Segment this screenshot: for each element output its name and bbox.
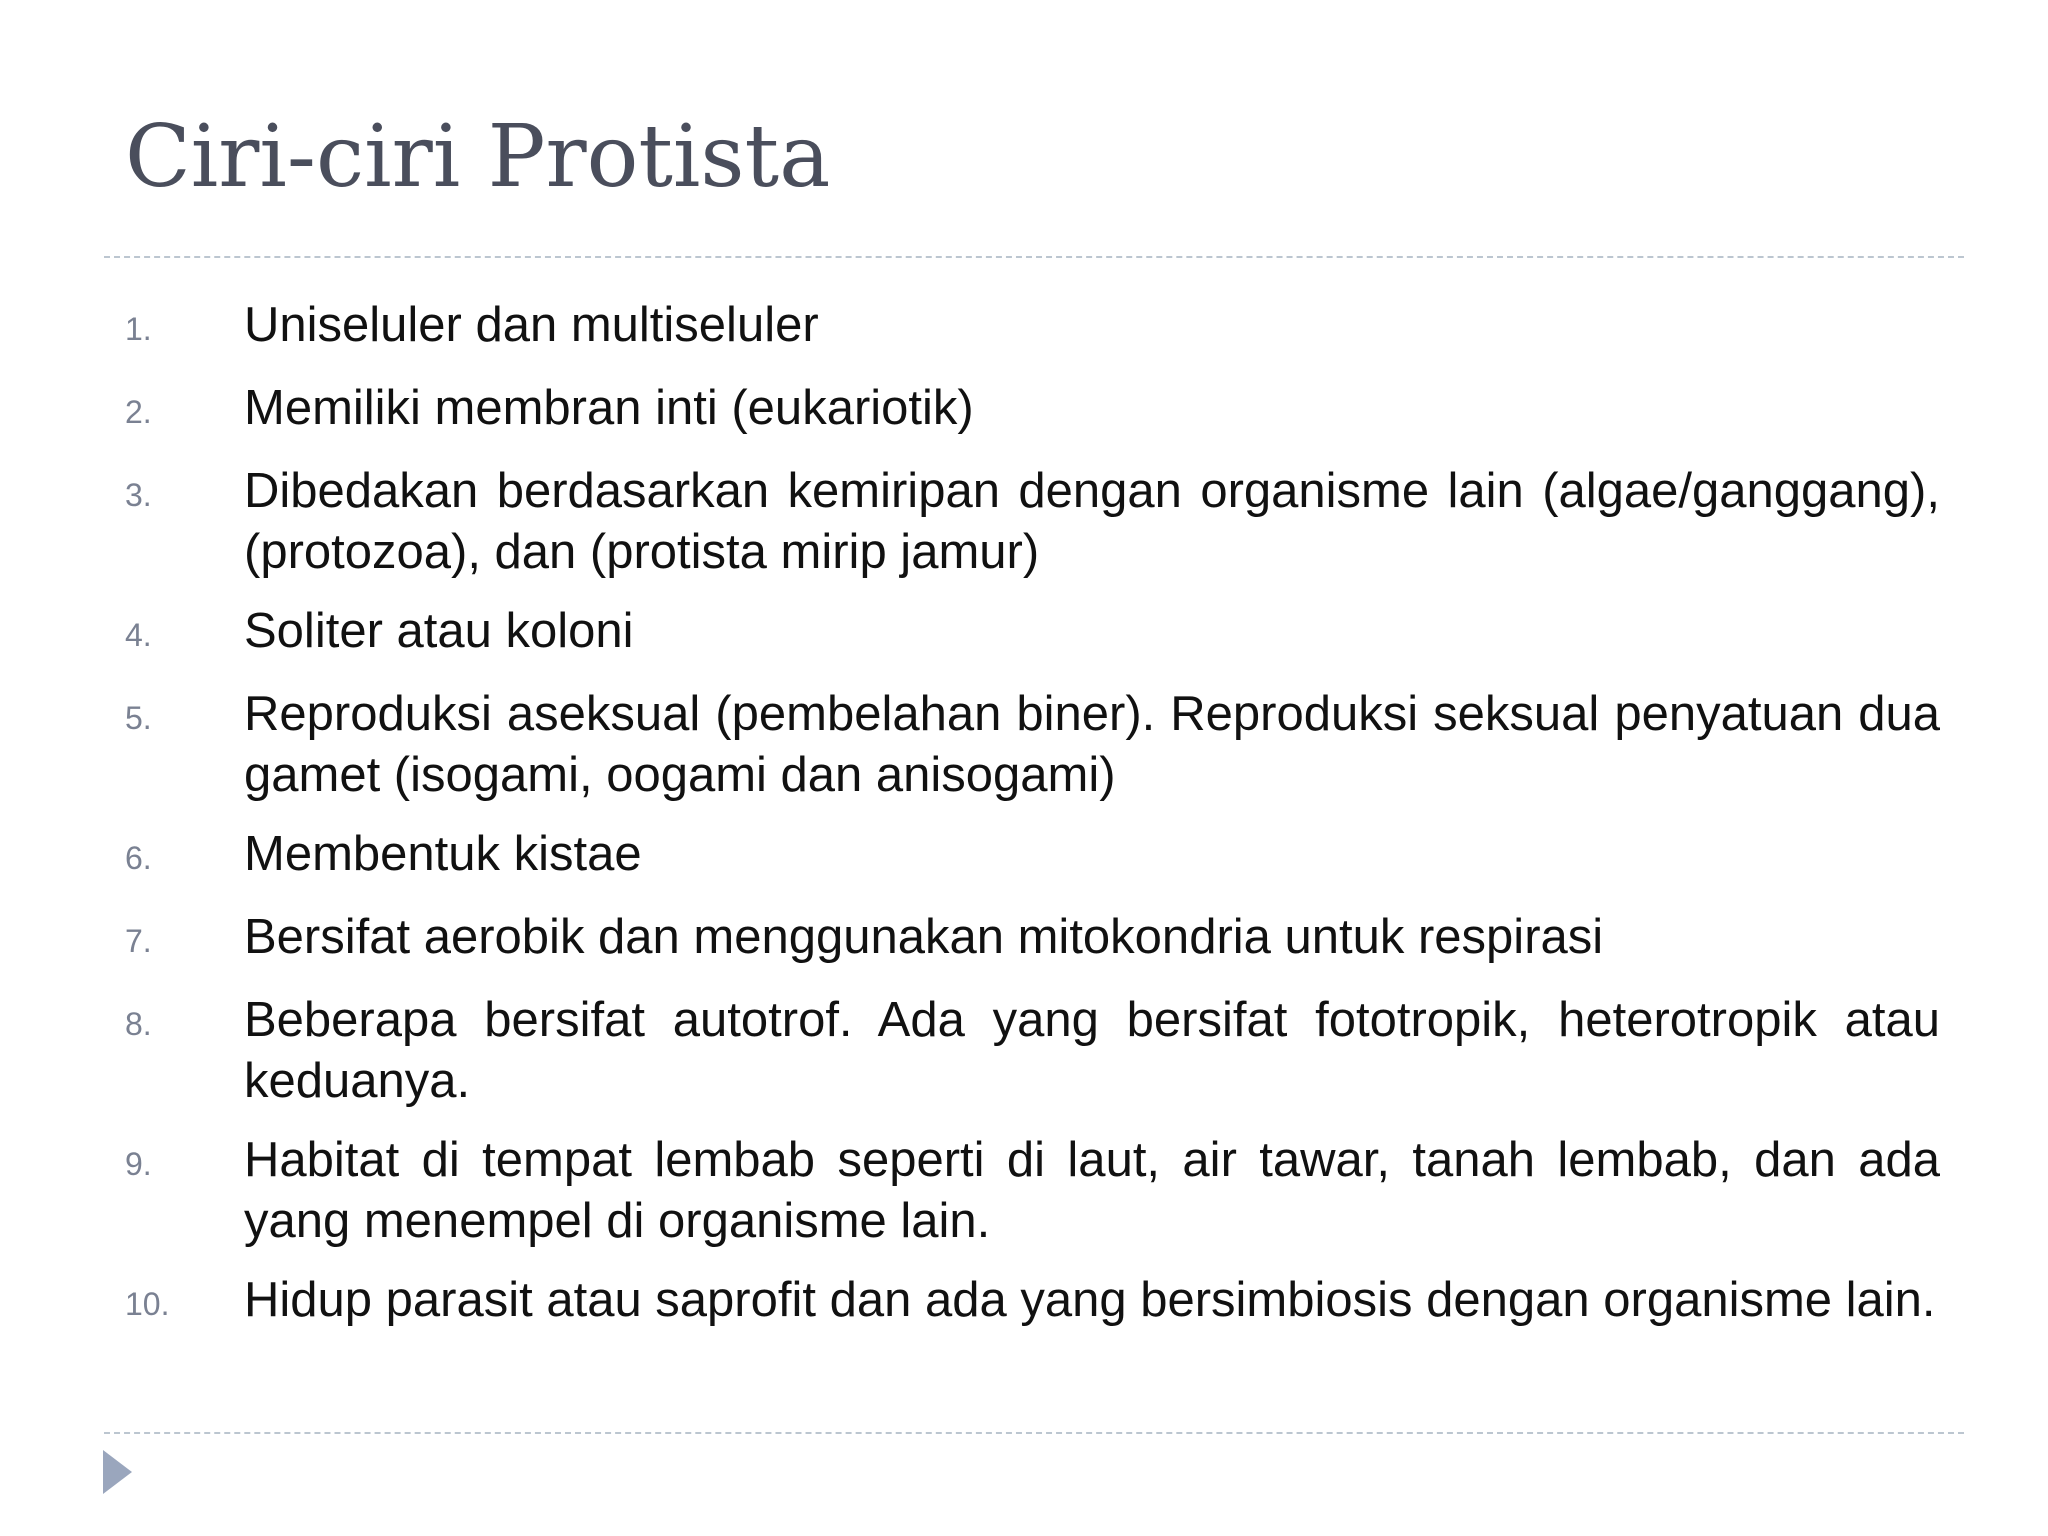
list-item-number: 9. bbox=[125, 1146, 152, 1182]
slide-title: Ciri-ciri Protista bbox=[125, 107, 831, 207]
list-item-number: 1. bbox=[125, 311, 152, 347]
list-item bbox=[125, 1130, 1940, 1252]
list-item bbox=[125, 295, 1940, 360]
list-item-number: 6. bbox=[125, 840, 152, 876]
triangle-right-icon[interactable] bbox=[103, 1450, 132, 1494]
list-item-number: 2. bbox=[125, 394, 152, 430]
list-item-number: 4. bbox=[125, 617, 152, 653]
list-item bbox=[125, 990, 1940, 1112]
list-item-text: Memiliki membran inti (eukariotik) bbox=[244, 381, 974, 435]
list-item-text: Reproduksi aseksual (pembelahan biner). Reproduksi seksual penyatuan dua gamet (isogami, oogami dan anisogami) bbox=[244, 687, 1940, 802]
list-item-text: Soliter atau koloni bbox=[244, 604, 634, 658]
list-item bbox=[125, 684, 1940, 806]
top-divider bbox=[104, 256, 1964, 258]
list-item bbox=[125, 907, 1940, 972]
list-item-number: 3. bbox=[125, 477, 152, 513]
list-item-number: 5. bbox=[125, 700, 152, 736]
list-item-number: 10. bbox=[125, 1286, 170, 1322]
list-item-text: Membentuk kistae bbox=[244, 827, 642, 881]
bottom-divider bbox=[104, 1432, 1964, 1434]
list-item-text: Hidup parasit atau saprofit dan ada yang bersimbiosis dengan organisme lain. bbox=[244, 1273, 1936, 1327]
characteristics-list bbox=[125, 295, 1940, 1353]
list-item-text: Uniseluler dan multiseluler bbox=[244, 298, 819, 352]
list-item bbox=[125, 824, 1940, 889]
list-item-number: 7. bbox=[125, 923, 152, 959]
list-item-text: Habitat di tempat lembab seperti di laut, air tawar, tanah lembab, dan ada yang menempel di organisme lain. bbox=[244, 1133, 1940, 1248]
list-item bbox=[125, 461, 1940, 583]
list-item-text: Bersifat aerobik dan menggunakan mitokondria untuk respirasi bbox=[244, 910, 1604, 964]
list-item-number: 8. bbox=[125, 1006, 152, 1042]
list-item bbox=[125, 601, 1940, 666]
list-item-text: Dibedakan berdasarkan kemiripan dengan organisme lain (algae/ganggang), (protozoa), dan (protista mirip jamur) bbox=[244, 464, 1940, 579]
list-item-text: Beberapa bersifat autotrof. Ada yang bersifat fototropik, heterotropik atau keduanya. bbox=[244, 993, 1940, 1108]
list-item bbox=[125, 1270, 1940, 1335]
list-item bbox=[125, 378, 1940, 443]
